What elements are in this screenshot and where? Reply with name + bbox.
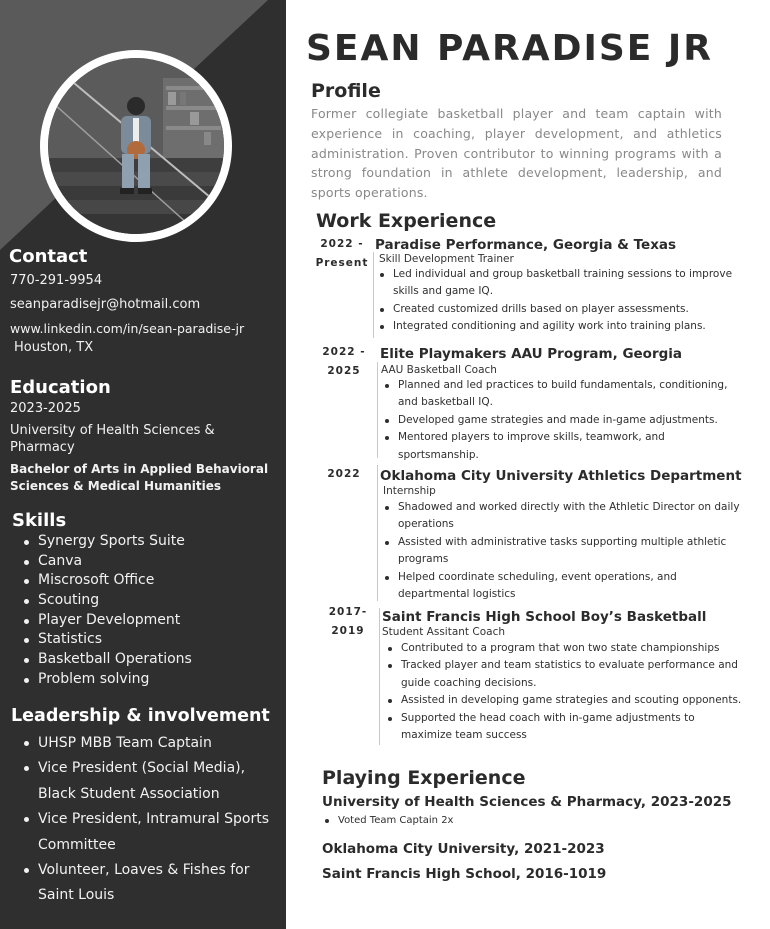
education-school-line1: University of Health Sciences &: [10, 423, 215, 438]
skill-item: Player Development: [20, 611, 192, 631]
skill-item: Statistics: [20, 630, 192, 650]
job-bullets: [385, 640, 747, 744]
job-bullet: Shadowed and worked directly with the Athletic Director on daily operations: [382, 499, 742, 534]
education-years: 2023-2025: [10, 401, 81, 416]
contact-location: Houston, TX: [14, 340, 94, 355]
contact-email[interactable]: seanparadisejr@hotmail.com: [10, 297, 201, 312]
job-bullet: Developed game strategies and made in-game adjustments.: [382, 412, 734, 429]
contact-phone: 770-291-9954: [10, 273, 103, 288]
skills-heading: Skills: [12, 510, 67, 531]
leadership-item: UHSP MBB Team Captain: [20, 731, 280, 756]
job-bullet: Supported the head coach with in-game adjustments to maximize team success: [385, 710, 747, 745]
job-role: Student Assitant Coach: [382, 626, 505, 638]
leadership-item: Vice President (Social Media), Black Student Association: [20, 756, 280, 807]
profile-photo-illustration: [48, 58, 224, 234]
job-bullet: Led individual and group basketball training sessions to improve skills and game IQ.: [377, 266, 737, 301]
job-title: Paradise Performance, Georgia & Texas: [375, 237, 677, 253]
job-date: [314, 343, 374, 381]
contact-heading: Contact: [9, 246, 88, 267]
resume-name: SEAN PARADISE JR: [306, 28, 714, 69]
job-title: Saint Francis High School Boy’s Basketball: [382, 609, 707, 625]
job-date-end: 2019: [331, 625, 365, 637]
leadership-item: Vice President, Intramural Sports Committee: [20, 807, 280, 858]
work-heading: Work Experience: [316, 210, 497, 232]
timeline-divider: [377, 465, 378, 601]
profile-heading: Profile: [311, 80, 381, 102]
playing-entry-title: Oklahoma City University, 2021-2023: [322, 841, 605, 857]
contact-linkedin[interactable]: www.linkedin.com/in/sean-paradise-jr: [10, 321, 245, 336]
education-degree-line1: Bachelor of Arts in Applied Behavioral: [10, 462, 269, 476]
skills-list: [20, 532, 192, 690]
job-date: [314, 465, 374, 484]
skill-item: Canva: [20, 552, 192, 572]
skill-item: Synergy Sports Suite: [20, 532, 192, 552]
skill-item: Scouting: [20, 591, 192, 611]
timeline-divider: [379, 608, 380, 745]
job-bullet: Assisted with administrative tasks supporting multiple athletic programs: [382, 534, 742, 569]
education-degree-line2: Sciences & Medical Humanities: [10, 479, 222, 493]
job-bullets: [382, 499, 742, 603]
playing-entry-title: Saint Francis High School, 2016-1019: [322, 866, 607, 882]
playing-heading: Playing Experience: [322, 767, 526, 789]
playing-entry-notes: [322, 812, 622, 829]
job-date-start: 2022: [327, 468, 361, 480]
playing-entry-note: Voted Team Captain 2x: [322, 812, 622, 829]
job-bullet: Assisted in developing game strategies and scouting opponents.: [385, 692, 747, 709]
playing-entry-title: University of Health Sciences & Pharmacy, 2023-2025: [322, 794, 732, 810]
education-school-line2: Pharmacy: [10, 440, 75, 455]
education-heading: Education: [10, 377, 111, 398]
job-bullets: [382, 377, 734, 464]
job-date-start: 2022 -: [320, 238, 364, 250]
job-role: Internship: [383, 485, 436, 497]
profile-text: Former collegiate basketball player and team captain with experience in coaching, player development, and athletics administration. Proven contributor to winning programs with a strong foundation in athlete development, leadership, and sports operations.: [311, 106, 722, 201]
job-bullets: [377, 266, 737, 336]
profile-photo: [48, 58, 224, 234]
job-date: [312, 235, 372, 273]
job-title: Elite Playmakers AAU Program, Georgia: [380, 346, 683, 362]
job-role: AAU Basketball Coach: [381, 364, 497, 376]
job-date-start: 2017-: [328, 606, 368, 618]
job-title: Oklahoma City University Athletics Department: [380, 468, 742, 484]
job-date-end: 2025: [327, 365, 361, 377]
timeline-divider: [377, 362, 378, 458]
job-date-start: 2022 -: [322, 346, 366, 358]
job-bullet: Planned and led practices to build fundamentals, conditioning, and basketball IQ.: [382, 377, 734, 412]
job-bullet: Integrated conditioning and agility work into training plans.: [377, 318, 737, 335]
job-bullet: Contributed to a program that won two state championships: [385, 640, 747, 657]
job-date-end: Present: [315, 257, 369, 269]
job-date: [318, 603, 378, 641]
skill-item: Problem solving: [20, 670, 192, 690]
sidebar: [0, 0, 286, 929]
leadership-heading: Leadership & involvement: [11, 706, 270, 726]
skill-item: Basketball Operations: [20, 650, 192, 670]
leadership-list: [20, 731, 280, 909]
leadership-item: Volunteer, Loaves & Fishes for Saint Louis: [20, 858, 280, 909]
job-bullet: Created customized drills based on player assessments.: [377, 301, 737, 318]
job-bullet: Tracked player and team statistics to evaluate performance and guide coaching decisions.: [385, 657, 747, 692]
job-bullet: Helped coordinate scheduling, event operations, and departmental logistics: [382, 569, 742, 604]
job-role: Skill Development Trainer: [379, 253, 514, 265]
timeline-divider: [373, 252, 374, 338]
job-bullet: Mentored players to improve skills, teamwork, and sportsmanship.: [382, 429, 734, 464]
profile-photo-frame: [40, 50, 232, 242]
skill-item: Miscrosoft Office: [20, 571, 192, 591]
